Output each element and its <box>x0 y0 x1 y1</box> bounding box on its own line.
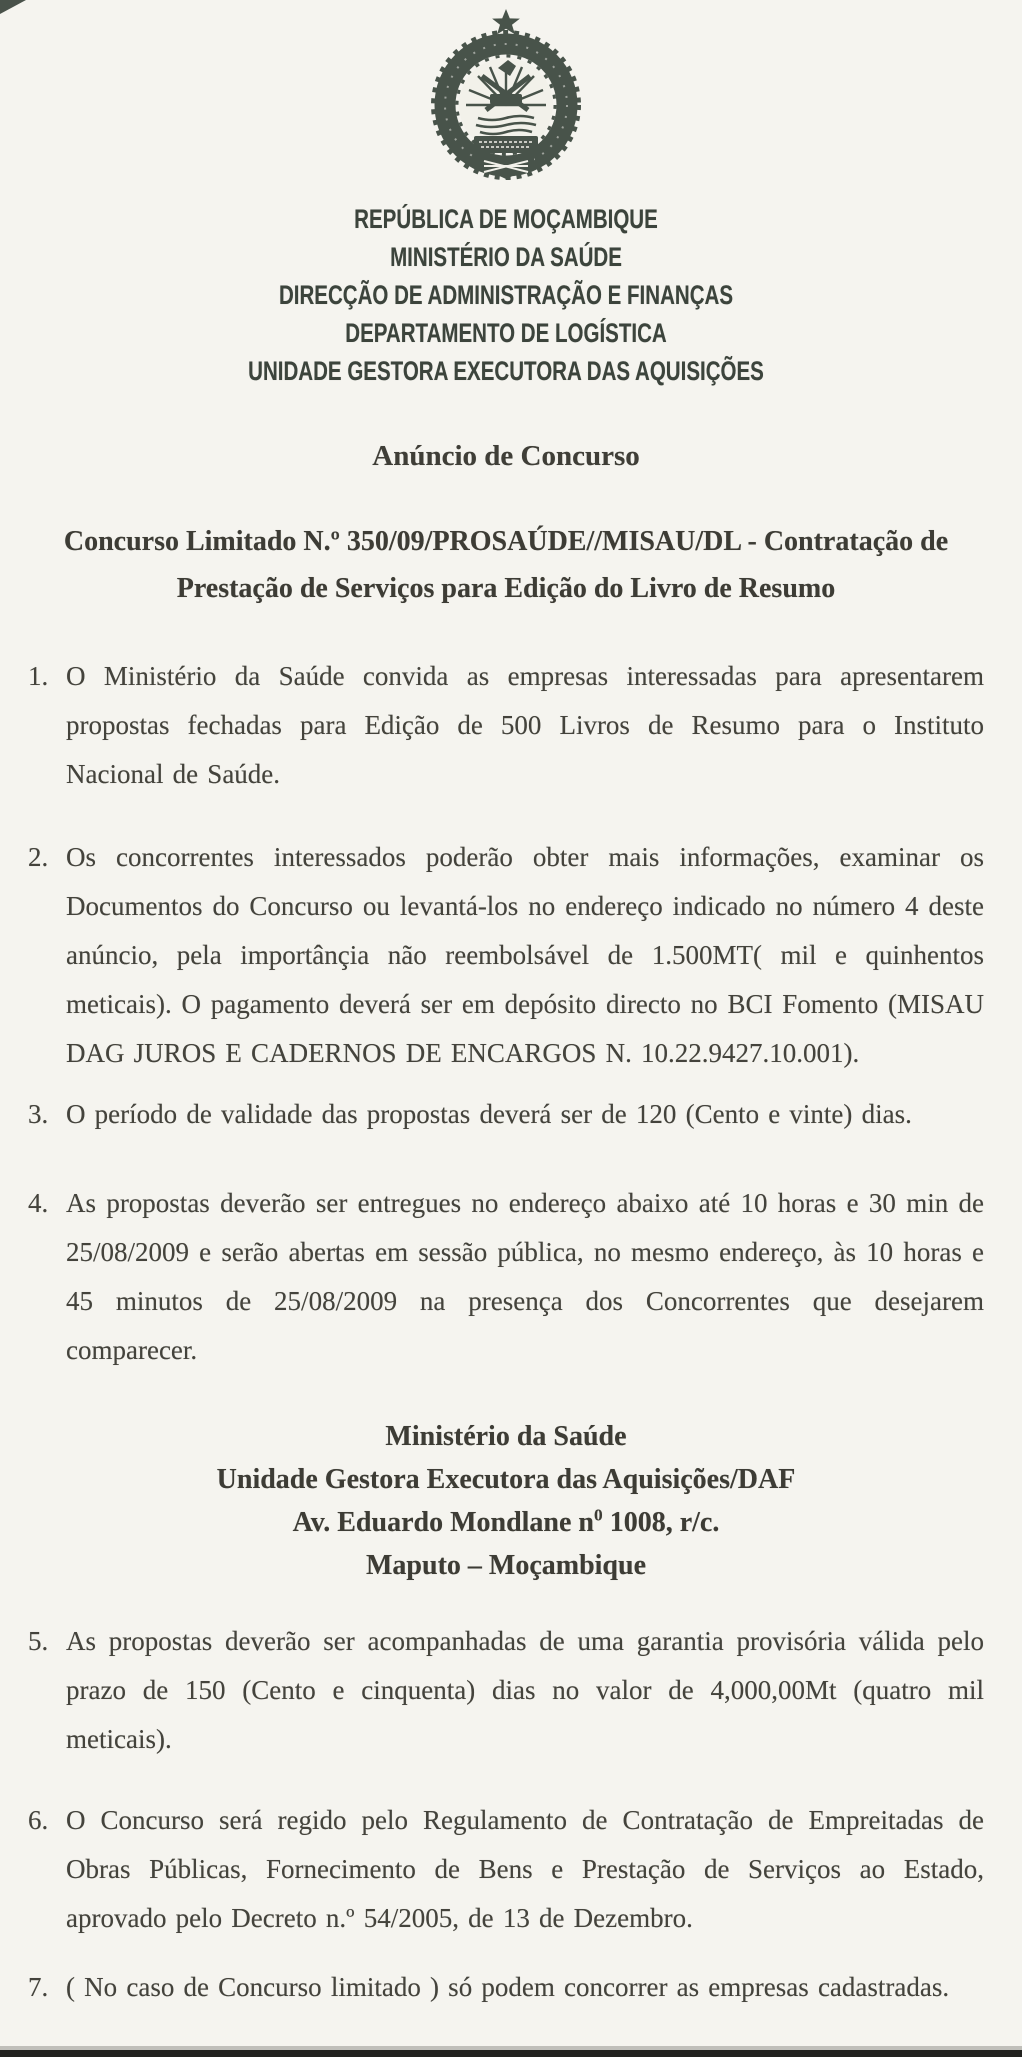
item-number: 7. <box>28 1972 49 2002</box>
item-text: O Concurso será regido pelo Regulamento de Contratação de Empreitadas de Obras Públicas, Fornecimento de Bens e Prestação de Serviços ao Estado, aprovado pelo Decreto n.º 54/2005, de 13 de Dezembro. <box>66 1805 984 1933</box>
letterhead-line-republic: REPÚBLICA DE MOÇAMBIQUE <box>354 204 658 234</box>
tender-title <box>28 518 984 612</box>
mozambique-coat-of-arms-icon <box>420 6 592 190</box>
address-unit: Unidade Gestora Executora das Aquisições/DAF <box>216 1464 796 1495</box>
letterhead-line-unit: UNIDADE GESTORA EXECUTORA DAS AQUISIÇÕES <box>248 356 764 386</box>
item-text: O período de validade das propostas deverá ser de 120 (Cento e vinte) dias. <box>66 1099 912 1129</box>
numbered-item-4 <box>28 1179 984 1375</box>
address-city: Maputo – Moçambique <box>366 1550 646 1581</box>
numbered-item-2 <box>28 833 984 1078</box>
tender-title-line2: Prestação de Serviços para Edição do Livro de Resumo <box>176 573 836 604</box>
address-street: Av. Eduardo Mondlane $n^0$ 1008, r/c. <box>292 1505 720 1538</box>
scan-edge-bar <box>0 2050 1022 2057</box>
numbered-item-7 <box>28 1963 984 2012</box>
letterhead-line-directorate: DIRECÇÃO DE ADMINISTRAÇÃO E FINANÇAS <box>278 280 734 310</box>
item-number: 6. <box>28 1805 49 1835</box>
item-number: 4. <box>28 1188 49 1218</box>
numbered-item-1 <box>28 652 984 799</box>
scan-corner-artifact <box>0 0 26 14</box>
address-block <box>28 1415 984 1587</box>
address-ministry: Ministério da Saúde <box>385 1421 627 1452</box>
document-content <box>28 0 984 2012</box>
item-text: As propostas deverão ser entregues no endereço abaixo até 10 horas e 30 min de 25/08/2009 e serão abertas em sessão pública, no mesmo endereço, às 10 horas e 45 minutos de 25/08/2009 na presença dos Concorrentes que desejarem comparecer. <box>66 1188 984 1365</box>
tender-title-line1: Concurso Limitado N.º 350/09/PROSAÚDE//MISAU/DL - Contratação de <box>63 526 949 557</box>
address-street-superscript: 0 <box>594 1505 603 1525</box>
item-number: 3. <box>28 1099 49 1129</box>
numbered-item-6 <box>28 1796 984 1943</box>
item-number: 5. <box>28 1626 49 1656</box>
letterhead <box>28 200 984 390</box>
announcement-title: Anúncio de Concurso <box>372 440 640 472</box>
item-text: Os concorrentes interessados poderão obter mais informações, examinar os Documentos do Concurso ou levantá-los no endereço indicado no número 4 deste anúncio, pela importânçia não reembolsável de 1.500MT( mil e quinhentos meticais). O pagamento deverá ser em depósito directo no BCI Fomento (MISAU DAG JUROS E CADERNOS DE ENCARGOS N. 10.22.9427.10.001). <box>66 842 984 1068</box>
letterhead-line-department: DEPARTAMENTO DE LOGÍSTICA <box>345 318 667 348</box>
item-text: As propostas deverão ser acompanhadas de uma garantia provisória válida pelo prazo de 150 (Cento e cinquenta) dias no valor de 4,000,00Mt (quatro mil meticais). <box>66 1626 984 1754</box>
item-text: O Ministério da Saúde convida as empresas interessadas para apresentarem propostas fechadas para Edição de 500 Livros de Resumo para o Instituto Nacional de Saúde. <box>66 661 984 789</box>
numbered-item-5 <box>28 1617 984 1764</box>
numbered-item-3 <box>28 1090 984 1139</box>
item-number: 1. <box>28 661 49 691</box>
letterhead-line-ministry: MINISTÉRIO DA SAÚDE <box>390 242 622 272</box>
item-text: ( No caso de Concurso limitado ) só podem concorrer as empresas cadastradas. <box>66 1972 950 2002</box>
emblem-container <box>416 6 596 190</box>
item-number: 2. <box>28 842 49 872</box>
